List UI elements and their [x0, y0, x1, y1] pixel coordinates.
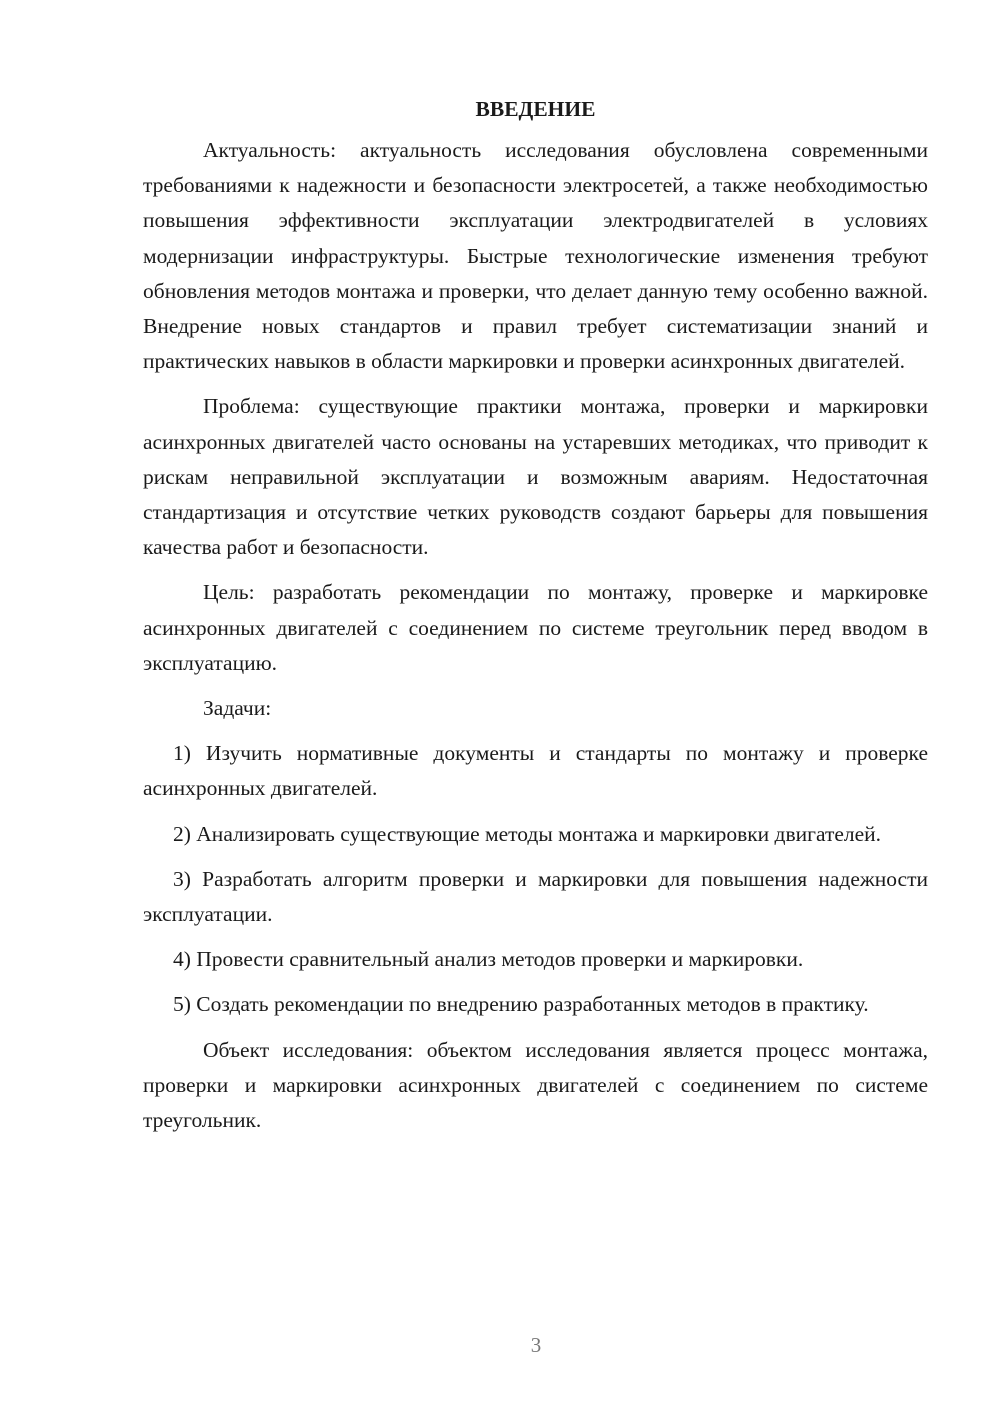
task-item: 2) Анализировать существующие методы монтажа и маркировки двигателей.: [173, 821, 882, 846]
page-number: 3: [530, 1333, 542, 1357]
relevance-paragraph: Актуальность: актуальность исследования обусловлена современными требованиями к надежности и безопасности электросетей, а также необходимостью повышения эффективности эксплуатации электродвигателей в условиях модернизации инфраструктуры. Быстрые технологические изменения требуют обновления методов монтажа и проверки, что делает данную тему особенно важной. Внедрение новых стандартов и правил требует систематизации знаний и практических навыков в области маркировки и проверки асинхронных двигателей.: [143, 138, 928, 374]
task-item: 4) Провести сравнительный анализ методов проверки и маркировки.: [173, 947, 804, 972]
goal-paragraph: Цель: разработать рекомендации по монтажу, проверке и маркировке асинхронных двигателей с соединением по системе треугольник перед вводом в эксплуатацию.: [143, 580, 928, 675]
task-item: 3) Разработать алгоритм проверки и маркировки для повышения надежности эксплуатации.: [143, 866, 928, 927]
object-paragraph: Объект исследования: объектом исследования является процесс монтажа, проверки и маркировки асинхронных двигателей с соединением по системе треугольник.: [143, 1037, 928, 1133]
problem-paragraph: Проблема: существующие практики монтажа, проверки и маркировки асинхронных двигателей часто основаны на устаревших методиках, что приводит к рискам неправильной эксплуатации и возможным авариям. Недостаточная стандартизация и отсутствие четких руководств создают барьеры для повышения качества работ и безопасности.: [143, 394, 928, 560]
section-heading: ВВЕДЕНИЕ: [475, 97, 596, 121]
task-item: 1) Изучить нормативные документы и стандарты по монтажу и проверке асинхронных двигателей.: [143, 741, 928, 801]
tasks-title: Задачи:: [203, 696, 272, 721]
task-item: 5) Создать рекомендации по внедрению разработанных методов в практику.: [173, 992, 869, 1017]
document-page: [143, 92, 928, 1148]
